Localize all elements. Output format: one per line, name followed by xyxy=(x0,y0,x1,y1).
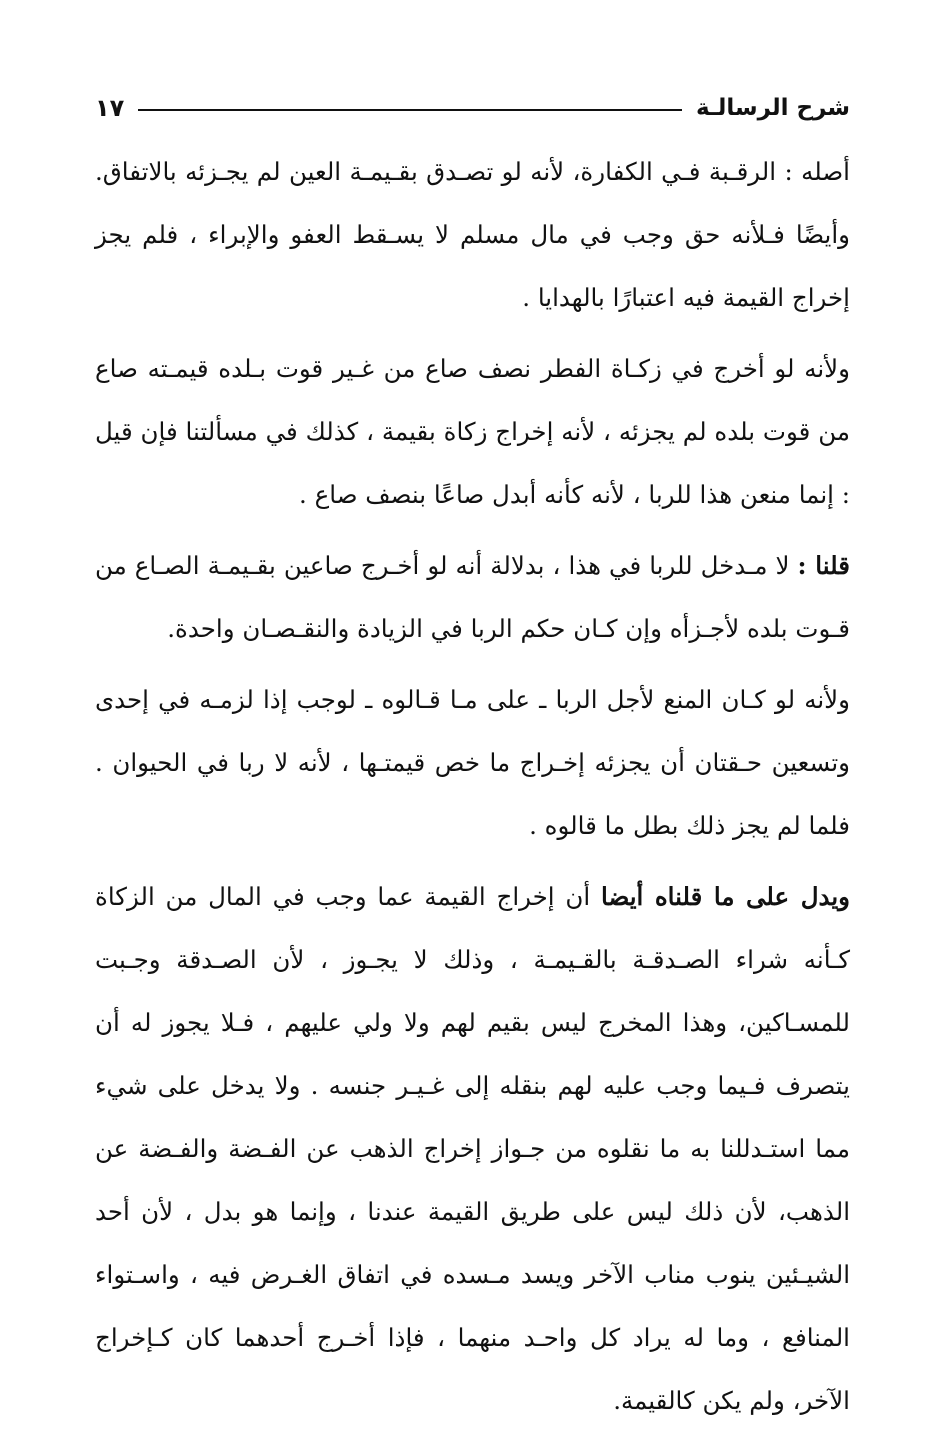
paragraph xyxy=(95,534,850,660)
paragraph-text: ولأنه لو أخرج في زكـاة الفطر نصف صاع من غـير قوت بـلده قيمـته صاع من قوت بلده لم يجزئه ، لأنه إخراج زكاة بقيمة ، كذلك في مسألتنا فإن قيل : إنما منعن هذا للربا ، لأنه كأنه أبدل صاعًا بنصف صاع . xyxy=(95,354,850,509)
paragraph-text: أن إخراج القيمة عما وجب في المال من الزكاة كـأنه شراء الصـدقـة بالقـيمـة ، وذلك لا يجـوز ، لأن الصـدقة وجـبت للمسـاكين، وهذا المخرج ليس بقيم لهم ولا ولي عليهم ، فـلا يجوز له أن يتصرف فـيما وجب عليه لهم بنقله إلى غـيـر جنسه . ولا يدخل على شيء مما استـدللنا به ما نقلوه من جـواز إخراج الذهب عن الفـضة والفـضة عن الذهب، لأن ذلك ليس على طريق القيمة عندنا ، وإنما هو بدل ، لأن أحد الشيـئين ينوب مناب الآخر ويسد مـسده في اتفاق الغـرض فيه ، واسـتواء المنافع ، وما له يراد كل واحـد منهما ، فإذا أخـرج أحدهما كان كـإخراج الآخر، ولم يكن كالقيمة. xyxy=(95,882,850,1415)
running-header xyxy=(95,88,850,128)
paragraph-lead: قلنا : xyxy=(797,551,850,580)
paragraph-text: لا مـدخل للربا في هذا ، بدلالة أنه لو أخـرج صاعين بقـيمـة الصـاع من قـوت بلده لأجـزأه وإن كـان حكم الربا في الزيادة والنقـصـان واحدة. xyxy=(95,551,850,643)
page-number: ١٧ xyxy=(95,94,125,122)
book-title: شرح الرسالـة xyxy=(695,95,850,121)
header-rule xyxy=(138,109,682,111)
paragraph-text: أصله : الرقـبة فـي الكفارة، لأنه لو تصـدق بقـيمـة العين لم يجـزئه بالاتفاق. وأيضًا فـلأنه حق وجب في مال مسلم لا يسـقط العفو والإبراء ، فلم يجز إخراج القيمة فيه اعتبارًا بالهدايا . xyxy=(95,157,850,312)
paragraph xyxy=(95,140,850,329)
paragraph xyxy=(95,668,850,857)
body-text xyxy=(95,140,850,1432)
paragraph-lead: ويدل على ما قلناه أيضا xyxy=(600,882,851,911)
paragraph-text: ولأنه لو كـان المنع لأجل الربا ـ على مـا قـالوه ـ لوجب إذا لزمـه في إحدى وتسعين حـقتان أن يجزئه إخـراج ما خص قيمتـها ، لأنه لا ربا في الحيوان . فلما لم يجز ذلك بطل ما قالوه . xyxy=(95,685,850,840)
paragraph xyxy=(95,865,850,1432)
paragraph xyxy=(95,337,850,526)
